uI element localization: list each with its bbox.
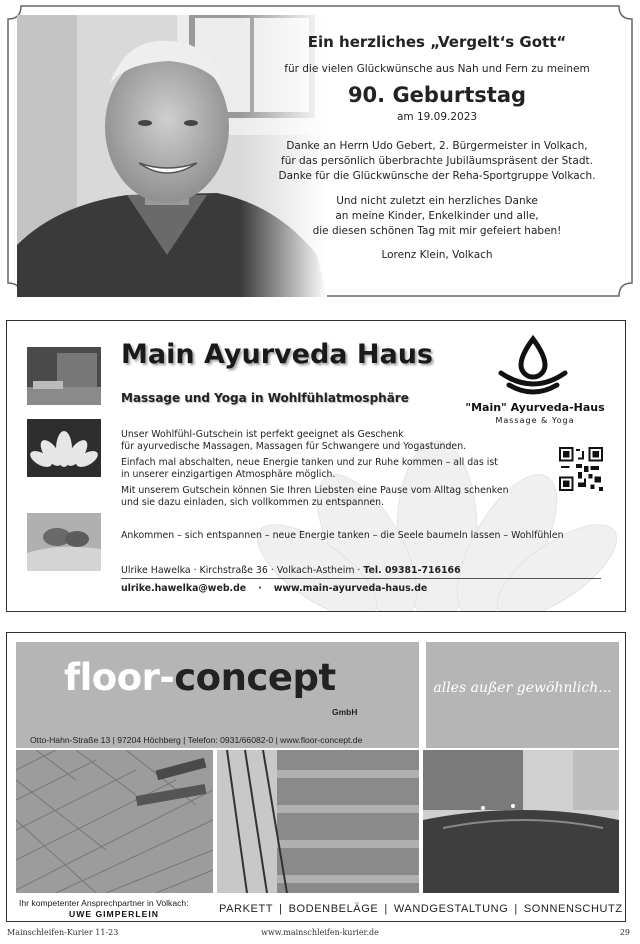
services-list (219, 903, 623, 915)
body-line: Einfach mal abschalten, neue Energie tanken und zur Ruhe kommen – all das ist (121, 457, 498, 468)
body-paragraph (121, 485, 551, 509)
ayurveda-logo-tagline: Massage & Yoga (495, 416, 575, 425)
parquet-photo (16, 750, 213, 893)
body-line: für ayurvedische Massagen, Massagen für Schwangere und Yogastunden. (121, 441, 467, 452)
service-item: SONNENSCHUTZ (523, 903, 623, 915)
body-paragraph (121, 429, 551, 453)
floor-address: Otto-Hahn-Straße 13 | 97204 Höchberg | Telefon: 0931/66082-0 | www.floor-concept.de (30, 735, 363, 745)
ayurveda-body (121, 429, 551, 513)
separator: | (514, 903, 518, 915)
family-paragraph (262, 194, 612, 239)
footer-publication: Mainschleifen-Kurier 11-23 (7, 928, 119, 937)
thanks-line: Danke für die Glückwünsche der Reha-Sportgruppe Volkach. (278, 170, 596, 182)
ayurveda-address (121, 565, 461, 576)
floor-slogan: alles außer gewöhnlich... (433, 680, 612, 696)
body-line: in unserer einzigartigen Atmosphäre möglich. (121, 469, 336, 480)
body-paragraph (121, 457, 551, 481)
phone-number[interactable]: Tel. 09381-716166 (363, 565, 461, 576)
signature: Lorenz Klein, Volkach (381, 249, 493, 261)
notice-intro: für die vielen Glückwünsche aus Nah und Fern zu meinem (284, 63, 590, 75)
floor-brand-logo (64, 656, 336, 699)
ayurveda-logo-name: "Main" Ayurveda-Haus (465, 401, 605, 414)
separator: | (279, 903, 283, 915)
service-item: WANDGESTALTUNG (393, 903, 509, 915)
body-line: Unser Wohlfühl-Gutschein ist perfekt geeignet als Geschenk (121, 429, 404, 440)
wood-floor-photo (423, 750, 619, 893)
ayurveda-subtitle: Massage und Yoga in Wohlfühlatmosphäre (121, 391, 409, 405)
body-line: Mit unserem Gutschein können Sie Ihren Liebsten eine Pause vom Alltag schenken (121, 485, 509, 496)
body-line: und sie dazu einladen, sich vollkommen zu entspannen. (121, 497, 385, 508)
qr-code-icon (559, 447, 603, 491)
ayurveda-logo-icon (495, 335, 571, 397)
website-link[interactable]: www.main-ayurveda-haus.de (273, 583, 428, 594)
thanks-paragraph (262, 139, 612, 184)
family-line: Und nicht zuletzt ein herzliches Danke (336, 195, 538, 207)
room-photo (27, 347, 101, 405)
email-link[interactable]: ulrike.hawelka@web.de (121, 583, 247, 594)
notice-heading: Ein herzliches „Vergelt‘s Gott“ (307, 33, 567, 51)
thanks-line: Danke an Herrn Udo Gebert, 2. Bürgermeister in Volkach, (286, 140, 588, 152)
ayurveda-ad (6, 320, 626, 612)
massage-photo (27, 513, 101, 571)
contact-label: Ihr kompetenter Ansprechpartner in Volkach: (19, 898, 189, 908)
divider (121, 578, 601, 579)
birthday-date: am 19.09.2023 (396, 111, 478, 123)
family-line: an meine Kinder, Enkelkinder und alle, (335, 210, 539, 222)
contact-name: UWE GIMPERLEIN (69, 909, 159, 919)
floor-logo-panel (16, 642, 419, 748)
page-number: 29 (619, 928, 630, 937)
address-text: Ulrike Hawelka · Kirchstraße 36 · Volkach-Astheim · (121, 565, 364, 576)
thank-you-notice (7, 5, 633, 297)
family-line: die diesen schönen Tag mit mir gefeiert haben! (312, 225, 562, 237)
floor-concept-ad (6, 632, 626, 922)
page-footer (0, 928, 640, 942)
stairs-photo (217, 750, 419, 893)
service-item: PARKETT (219, 903, 274, 915)
service-item: BODENBELÄGE (288, 903, 379, 915)
notice-text (262, 33, 612, 261)
separator: · (258, 583, 262, 594)
slogan-panel (426, 642, 619, 748)
ayurveda-contact (121, 583, 427, 594)
ayurveda-tagline: Ankommen – sich entspannen – neue Energie tanken – die Seele baumeln lassen – Wohlfühlen (121, 530, 564, 541)
brand-part: concept (174, 656, 336, 699)
birthday-title: 90. Geburtstag (347, 83, 527, 107)
thanks-line: für das persönlich überbrachte Jubiläumspräsent der Stadt. (281, 155, 593, 167)
separator: | (384, 903, 388, 915)
brand-suffix: GmbH (332, 707, 358, 717)
lotus-photo (27, 419, 101, 477)
footer-website[interactable]: www.mainschleifen-kurier.de (261, 928, 379, 937)
ayurveda-title: Main Ayurveda Haus (121, 339, 434, 370)
brand-part: floor- (64, 656, 175, 699)
